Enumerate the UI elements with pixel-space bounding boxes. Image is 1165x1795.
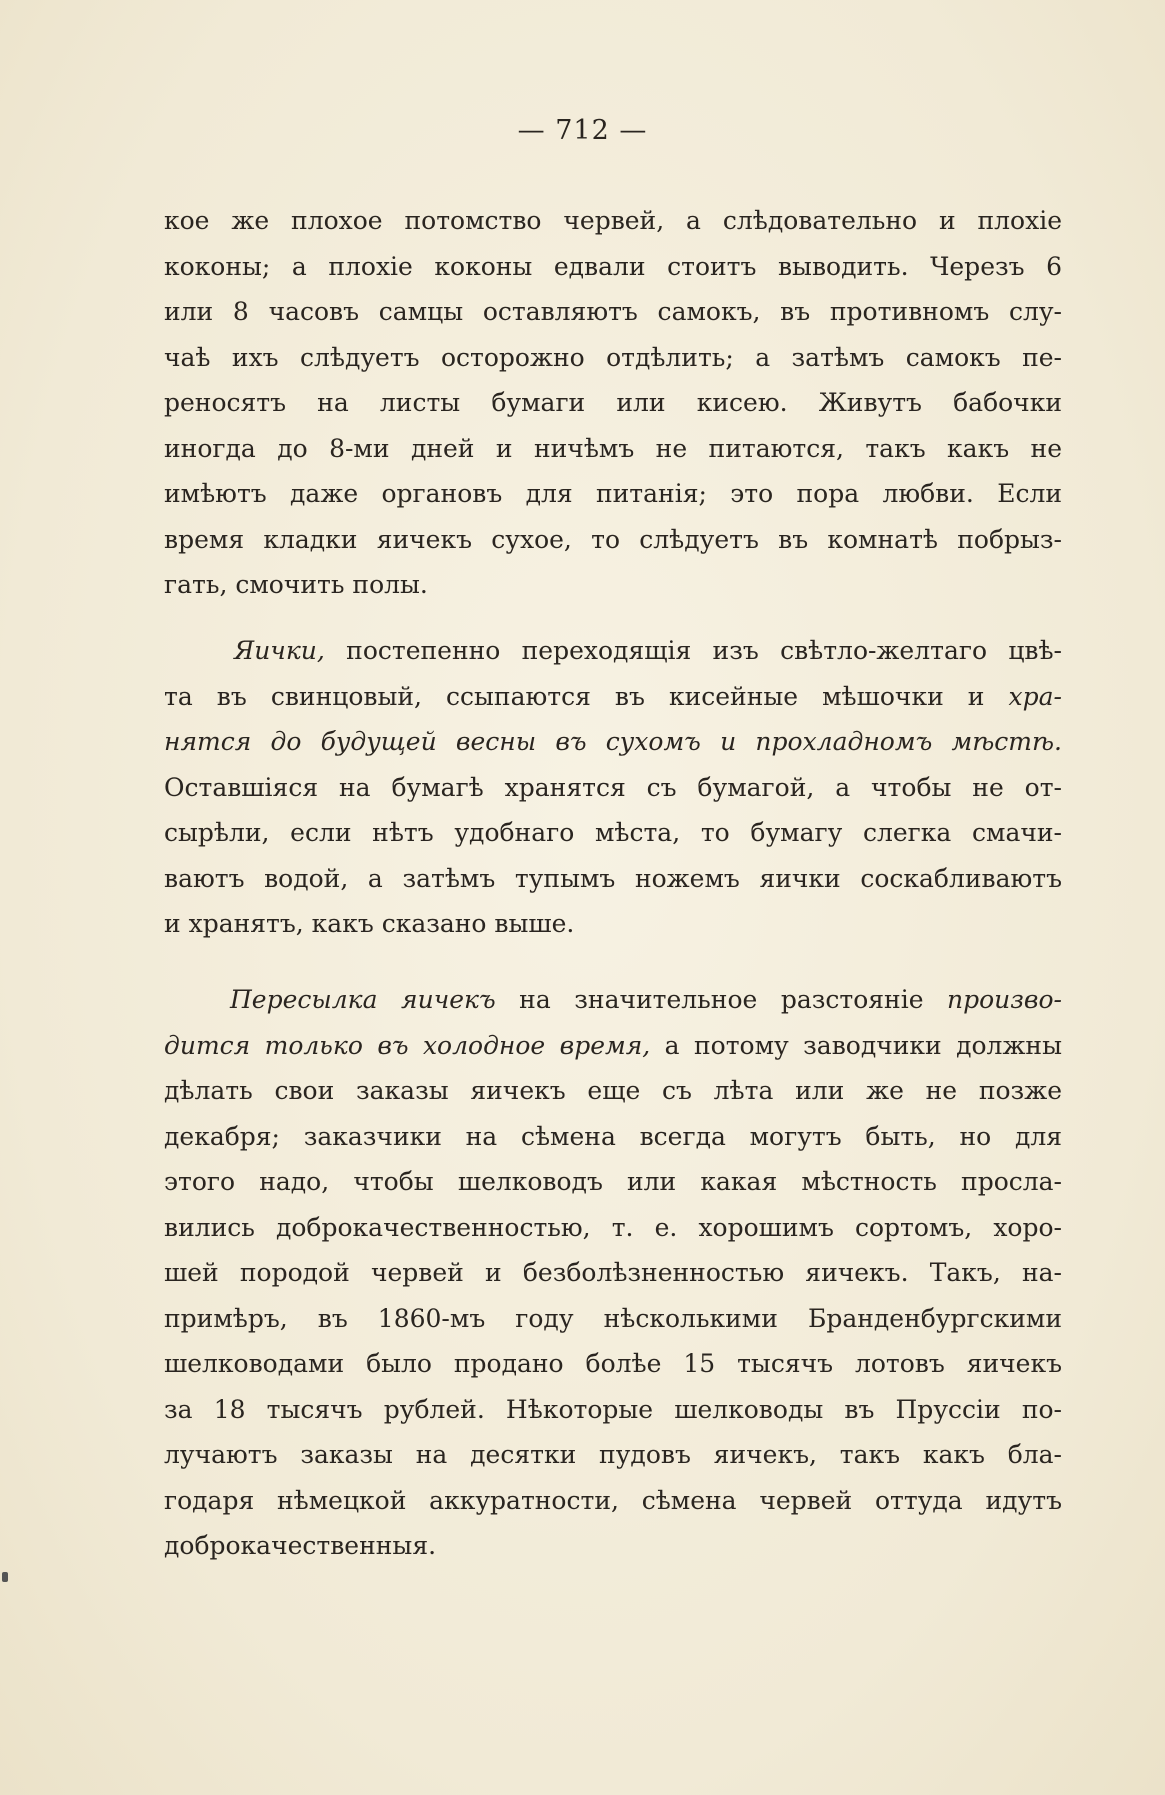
text-line: время кладки яичекъ сухое, то слѣдуетъ въ комнатѣ побрыз- [164,524,1062,554]
text-line: доброкачественныя. [164,1531,437,1560]
text-line: чаѣ ихъ слѣдуетъ осторожно отдѣлить; а затѣмъ самокъ пе- [164,342,1062,372]
text-line: коконы; а плохіе коконы едвали стоитъ выводить. Черезъ 6 [164,251,1062,281]
text-run: та въ свинцовый, ссыпаются въ кисейные мѣшочки и [164,681,1009,711]
text-line: этого надо, чтобы шелководъ или какая мѣстность просла- [164,1167,1062,1196]
italic-term: Пересылка яичекъ [230,985,496,1014]
text-line [164,674,1062,720]
paragraph-moths [164,198,1062,608]
text-line: и хранятъ, какъ сказано выше. [164,909,575,938]
text-line: шелководами было продано болѣе 15 тысячъ лотовъ яичекъ [164,1349,1062,1378]
text-line: за 18 тысячъ рублей. Нѣкоторые шелководы въ Пруссіи по- [164,1394,1062,1424]
text-line: Оставшіяся на бумагѣ хранятся съ бумагой, а чтобы не от- [164,772,1062,802]
text-line: лучаютъ заказы на десятки пудовъ яичекъ, такъ какъ бла- [164,1440,1062,1469]
scan-mark [2,1572,8,1582]
text-line: или 8 часовъ самцы оставляютъ самокъ, въ противномъ слу- [164,297,1062,326]
text-line: примѣръ, въ 1860-мъ году нѣсколькими Бранденбургскими [164,1303,1062,1333]
text-line: гать, смочить полы. [164,570,428,599]
text-line: дѣлать свои заказы яичекъ еще съ лѣта или же не позже [164,1076,1062,1105]
text-line: сырѣли, если нѣтъ удобнаго мѣста, то бумагу слегка смачи- [164,818,1062,847]
text-line [164,628,1062,674]
text-line: нятся до будущей весны въ сухомъ и прохладномъ мѣстѣ. [164,727,1062,756]
paragraph-shipping [164,977,1062,1569]
text-line [164,977,1062,1023]
text-line: ваютъ водой, а затѣмъ тупымъ ножемъ яички соскабливаютъ [164,863,1062,893]
text-line: иногда до 8-ми дней и ничѣмъ не питаются, такъ какъ не [164,433,1062,463]
text-run: а потому заводчики должны [650,1030,1062,1060]
italic-run: дится только въ холодное время, [164,1030,651,1060]
italic-run: хра- [1008,681,1062,711]
text-line: реносятъ на листы бумаги или кисею. Живутъ бабочки [164,388,1062,417]
text-line: кое же плохое потомство червей, а слѣдовательно и плохіе [164,206,1062,235]
text-line: декабря; заказчики на сѣмена всегда могутъ быть, но для [164,1121,1062,1151]
text-line: шей породой червей и безболѣзненностью яичекъ. Такъ, на- [164,1258,1062,1287]
text-run: на значительное разстояніе [495,985,948,1014]
italic-term: Яички, [234,636,325,665]
paragraph-eggs [164,628,1062,947]
text-line: годаря нѣмецкой аккуратности, сѣмена червей оттуда идутъ [164,1485,1062,1515]
text-line: вились доброкачественностью, т. е. хорошимъ сортомъ, хоро- [164,1212,1062,1242]
text-line: имѣютъ даже органовъ для питанія; это пора любви. Если [164,479,1062,508]
italic-run: произво- [947,985,1062,1014]
text-run: постепенно переходящія изъ свѣтло-желтаго цвѣ- [324,636,1062,665]
page-number: — 712 — [517,115,648,146]
text-line [164,1023,1062,1069]
